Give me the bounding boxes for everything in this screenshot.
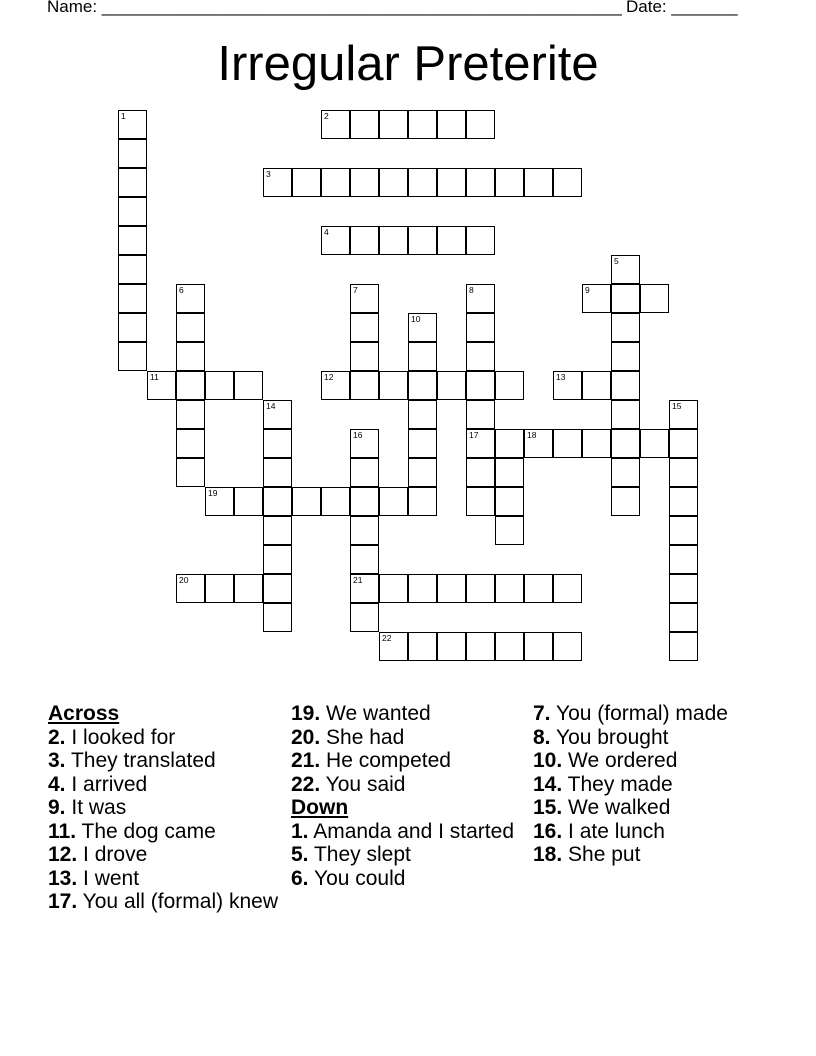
- crossword-cell[interactable]: [321, 168, 350, 197]
- crossword-cell[interactable]: [118, 168, 147, 197]
- crossword-cell[interactable]: [321, 226, 350, 255]
- cell-number: 1: [121, 111, 126, 121]
- name-field-label: Name: _______________________________________________________: [47, 0, 622, 16]
- crossword-cell[interactable]: [118, 110, 147, 139]
- crossword-cell[interactable]: [495, 574, 524, 603]
- crossword-cell[interactable]: [611, 487, 640, 516]
- cell-number: 2: [324, 111, 329, 121]
- crossword-cell[interactable]: [350, 226, 379, 255]
- crossword-cell[interactable]: [263, 429, 292, 458]
- crossword-cell[interactable]: [611, 400, 640, 429]
- crossword-cell[interactable]: [176, 313, 205, 342]
- clue-down-15: 15. We walked: [533, 796, 671, 819]
- crossword-cell[interactable]: [205, 371, 234, 400]
- crossword-cell[interactable]: [118, 313, 147, 342]
- crossword-cell[interactable]: [350, 313, 379, 342]
- clue-across-2: 2. I looked for: [48, 725, 176, 749]
- clue-column-2: [291, 702, 521, 890]
- crossword-cell[interactable]: [408, 632, 437, 661]
- clue-down-14: 14. They made: [533, 772, 673, 796]
- crossword-cell[interactable]: [350, 110, 379, 139]
- clue-across-17: 17. You all (formal) knew: [48, 890, 278, 913]
- crossword-cell[interactable]: [118, 284, 147, 313]
- crossword-cell[interactable]: [669, 545, 698, 574]
- crossword-cell[interactable]: [495, 516, 524, 545]
- crossword-cell[interactable]: [437, 371, 466, 400]
- crossword-cell[interactable]: [118, 197, 147, 226]
- crossword-cell[interactable]: [176, 458, 205, 487]
- cell-number: 12: [324, 372, 334, 382]
- crossword-cell[interactable]: [582, 429, 611, 458]
- crossword-cell[interactable]: [176, 284, 205, 313]
- crossword-cell[interactable]: [669, 458, 698, 487]
- crossword-cell[interactable]: [582, 371, 611, 400]
- crossword-cell[interactable]: [466, 632, 495, 661]
- crossword-cell[interactable]: [379, 632, 408, 661]
- crossword-cell[interactable]: [408, 429, 437, 458]
- clue-across-12: 12. I drove: [48, 843, 148, 866]
- crossword-cell[interactable]: [524, 574, 553, 603]
- crossword-cell[interactable]: [669, 487, 698, 516]
- crossword-cell[interactable]: [118, 342, 147, 371]
- crossword-cell[interactable]: [205, 574, 234, 603]
- crossword-cell[interactable]: [553, 632, 582, 661]
- crossword-cell[interactable]: [176, 371, 205, 400]
- crossword-cell[interactable]: [437, 168, 466, 197]
- crossword-cell[interactable]: [495, 632, 524, 661]
- crossword-cell[interactable]: [292, 487, 321, 516]
- crossword-cell[interactable]: [408, 371, 437, 400]
- crossword-cell[interactable]: [553, 168, 582, 197]
- crossword-cell[interactable]: [408, 487, 437, 516]
- clue-column-1: [48, 702, 278, 914]
- clue-across-20: 20. She had: [291, 725, 405, 749]
- crossword-cell[interactable]: [408, 574, 437, 603]
- crossword-cell[interactable]: [350, 574, 379, 603]
- crossword-cell[interactable]: [379, 168, 408, 197]
- crossword-cell[interactable]: [466, 226, 495, 255]
- crossword-cell[interactable]: [466, 371, 495, 400]
- crossword-cell[interactable]: [669, 516, 698, 545]
- crossword-cell[interactable]: [379, 226, 408, 255]
- crossword-cell[interactable]: [263, 516, 292, 545]
- crossword-cell[interactable]: [640, 284, 669, 313]
- clue-down-18: 18. She put: [533, 843, 641, 866]
- crossword-cell[interactable]: [408, 110, 437, 139]
- crossword-cell[interactable]: [495, 429, 524, 458]
- crossword-cell[interactable]: [350, 371, 379, 400]
- crossword-cell[interactable]: [466, 400, 495, 429]
- clue-down-16: 16. I ate lunch: [533, 819, 665, 843]
- clue-down-6: 6. You could: [291, 866, 406, 890]
- crossword-cell[interactable]: [234, 574, 263, 603]
- crossword-cell[interactable]: [495, 487, 524, 516]
- crossword-cell[interactable]: [640, 429, 669, 458]
- crossword-cell[interactable]: [611, 371, 640, 400]
- across-heading: Across: [48, 702, 120, 725]
- clue-column-3: [533, 702, 763, 867]
- cell-number: 14: [266, 401, 276, 411]
- crossword-cell[interactable]: [611, 429, 640, 458]
- crossword-cell[interactable]: [669, 400, 698, 429]
- page-title: Irregular Preterite: [217, 37, 599, 91]
- crossword-cell[interactable]: [495, 168, 524, 197]
- crossword-cell[interactable]: [408, 400, 437, 429]
- crossword-cell[interactable]: [321, 487, 350, 516]
- cell-number: 21: [353, 575, 363, 585]
- crossword-cell[interactable]: [379, 110, 408, 139]
- cell-number: 9: [585, 285, 590, 295]
- crossword-cell[interactable]: [350, 545, 379, 574]
- crossword-cell[interactable]: [263, 487, 292, 516]
- crossword-cell[interactable]: [408, 168, 437, 197]
- clue-across-4: 4. I arrived: [48, 772, 148, 796]
- clue-down-8: 8. You brought: [533, 725, 669, 749]
- crossword-cell[interactable]: [466, 458, 495, 487]
- clue-across-11: 11. The dog came: [48, 819, 216, 843]
- clue-down-10: 10. We ordered: [533, 749, 678, 772]
- crossword-cell[interactable]: [263, 545, 292, 574]
- crossword-cell[interactable]: [408, 226, 437, 255]
- crossword-cell[interactable]: [408, 342, 437, 371]
- crossword-cell[interactable]: [176, 574, 205, 603]
- cell-number: 18: [527, 430, 537, 440]
- crossword-cell[interactable]: [437, 110, 466, 139]
- crossword-cell[interactable]: [321, 110, 350, 139]
- crossword-cell[interactable]: [321, 371, 350, 400]
- crossword-cell[interactable]: [408, 313, 437, 342]
- crossword-cell[interactable]: [350, 429, 379, 458]
- crossword-cell[interactable]: [437, 226, 466, 255]
- crossword-cell[interactable]: [408, 458, 437, 487]
- cell-number: 8: [469, 285, 474, 295]
- crossword-cell[interactable]: [611, 284, 640, 313]
- cell-number: 13: [556, 372, 566, 382]
- crossword-cell[interactable]: [176, 400, 205, 429]
- crossword-cell[interactable]: [437, 632, 466, 661]
- crossword-cell[interactable]: [466, 342, 495, 371]
- cell-number: 10: [411, 314, 421, 324]
- clue-across-19: 19. We wanted: [291, 702, 431, 725]
- crossword-cell[interactable]: [495, 371, 524, 400]
- crossword-cell[interactable]: [553, 429, 582, 458]
- crossword-cell[interactable]: [350, 516, 379, 545]
- crossword-cell[interactable]: [466, 574, 495, 603]
- crossword-cell[interactable]: [263, 400, 292, 429]
- cell-number: 17: [469, 430, 479, 440]
- cell-number: 11: [150, 372, 159, 382]
- crossword-cell[interactable]: [379, 487, 408, 516]
- cell-number: 19: [208, 488, 218, 498]
- crossword-cell[interactable]: [118, 226, 147, 255]
- crossword-cell[interactable]: [350, 603, 379, 632]
- cell-number: 7: [353, 285, 358, 295]
- crossword-cell[interactable]: [437, 574, 466, 603]
- clue-across-3: 3. They translated: [48, 749, 216, 772]
- crossword-cell[interactable]: [350, 342, 379, 371]
- cell-number: 6: [179, 285, 184, 295]
- crossword-cell[interactable]: [350, 284, 379, 313]
- crossword-cell[interactable]: [379, 574, 408, 603]
- cell-number: 15: [672, 401, 682, 411]
- crossword-cell[interactable]: [118, 139, 147, 168]
- crossword-cell[interactable]: [118, 255, 147, 284]
- clue-across-9: 9. It was: [48, 796, 127, 819]
- clue-down-1: 1. Amanda and I started: [291, 819, 514, 843]
- crossword-cell[interactable]: [495, 458, 524, 487]
- crossword-cell[interactable]: [524, 429, 553, 458]
- crossword-cell[interactable]: [611, 342, 640, 371]
- crossword-cell[interactable]: [524, 632, 553, 661]
- crossword-cell[interactable]: [234, 371, 263, 400]
- crossword-cell[interactable]: [234, 487, 263, 516]
- crossword-cell[interactable]: [466, 487, 495, 516]
- clue-across-13: 13. I went: [48, 866, 140, 890]
- crossword-cell[interactable]: [669, 429, 698, 458]
- crossword-cell[interactable]: [669, 603, 698, 632]
- crossword-cell[interactable]: [263, 574, 292, 603]
- crossword-cell[interactable]: [669, 574, 698, 603]
- crossword-cell[interactable]: [466, 168, 495, 197]
- crossword-cell[interactable]: [466, 284, 495, 313]
- crossword-cell[interactable]: [466, 429, 495, 458]
- cell-number: 16: [353, 430, 363, 440]
- crossword-cell[interactable]: [263, 603, 292, 632]
- crossword-cell[interactable]: [350, 487, 379, 516]
- date-field-label: Date: _______: [626, 0, 738, 16]
- crossword-cell[interactable]: [466, 110, 495, 139]
- clue-across-21: 21. He competed: [291, 749, 451, 772]
- cell-number: 20: [179, 575, 189, 585]
- crossword-cell[interactable]: [205, 487, 234, 516]
- crossword-cell[interactable]: [263, 168, 292, 197]
- crossword-cell[interactable]: [176, 429, 205, 458]
- crossword-cell[interactable]: [611, 313, 640, 342]
- crossword-cell[interactable]: [292, 168, 321, 197]
- crossword-cell[interactable]: [147, 371, 176, 400]
- cell-number: 3: [266, 169, 271, 179]
- crossword-cell[interactable]: [669, 632, 698, 661]
- crossword-cell[interactable]: [524, 168, 553, 197]
- crossword-cell[interactable]: [553, 371, 582, 400]
- crossword-cell[interactable]: [379, 371, 408, 400]
- cell-number: 5: [614, 256, 619, 266]
- down-heading: Down: [291, 796, 349, 819]
- crossword-cell[interactable]: [350, 168, 379, 197]
- cell-number: 4: [324, 227, 329, 237]
- crossword-cell[interactable]: [611, 458, 640, 487]
- clue-across-22: 22. You said: [291, 772, 406, 796]
- crossword-cell[interactable]: [553, 574, 582, 603]
- crossword-cell[interactable]: [466, 313, 495, 342]
- crossword-cell[interactable]: [582, 284, 611, 313]
- clue-down-5: 5. They slept: [291, 843, 411, 866]
- crossword-cell[interactable]: [263, 458, 292, 487]
- crossword-cell[interactable]: [350, 458, 379, 487]
- crossword-cell[interactable]: [176, 342, 205, 371]
- clue-down-7: 7. You (formal) made: [533, 702, 728, 725]
- cell-number: 22: [382, 633, 392, 643]
- crossword-cell[interactable]: [611, 255, 640, 284]
